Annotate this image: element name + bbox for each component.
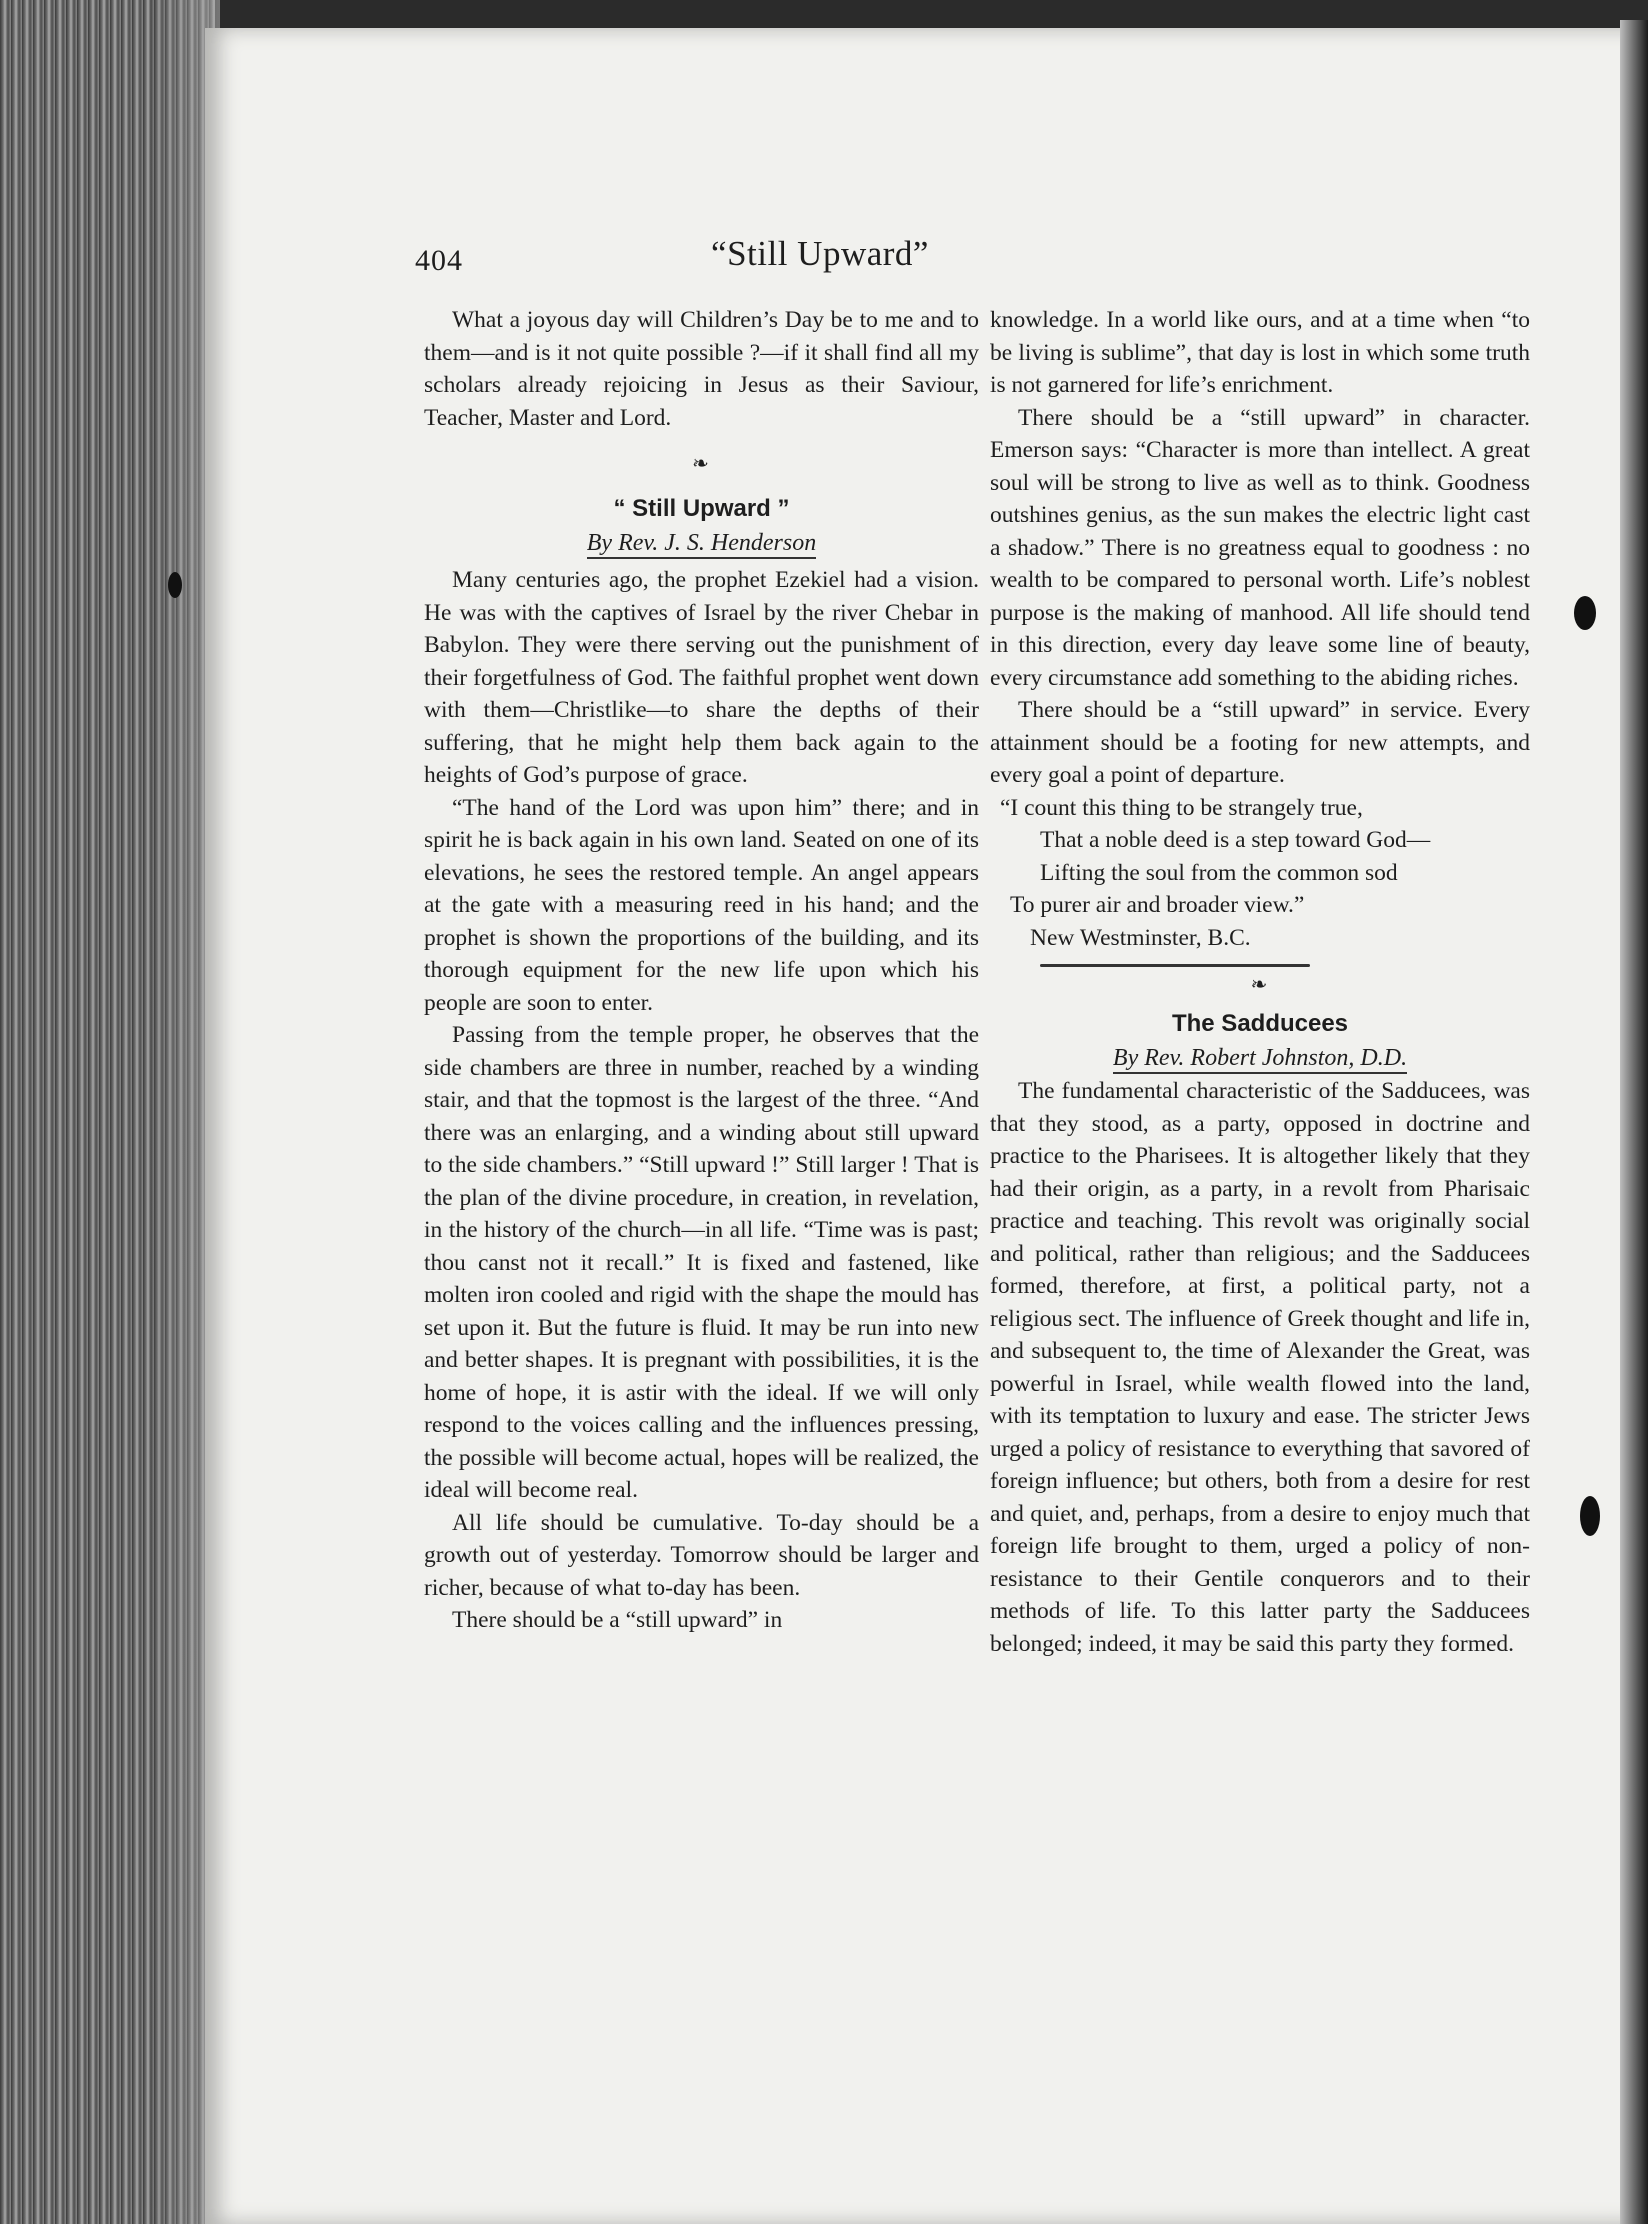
byline-text: By Rev. J. S. Henderson [587,530,816,559]
byline-text: By Rev. Robert Johnston, D.D. [1113,1045,1407,1074]
ornament-icon: ❧ [1250,974,1270,996]
poem-line: That a noble deed is a step toward God— [1040,827,1431,853]
article-title: The Sadducees [1171,1010,1349,1037]
body-paragraph: There should be a “still upward” in [452,1607,783,1633]
page-number: 404 [415,244,463,277]
body-paragraph: Passing from the temple proper, he observes that the side chambers are three in number, reached by a winding stair, and that the topmost is the largest of the three. “And there was an enlarging, and a winding about still upward to the side chambers.” “Still upward !” Still larger ! That is the plan of the divine procedure, in creation, in revelation, in the history of the church—in all life. “Time was is past; thou canst not it recall.” It is fixed and fastened, like molten iron cooled and rigid with the shape the mould has set upon it. But the future is fluid. It may be run into new and better shapes. It is pregnant with possibilities, it is the home of hope, it is astir with the ideal. If we will only respond to the voices calling and the influences pressing, the possible will become actual, hopes will be realized, the ideal will become real. [424,1022,979,1503]
body-paragraph: There should be a “still upward” in character. Emerson says: “Character is more than intellect. A great soul will be strong to live as well as to think. Goodness outshines genius, as the sun makes the electric light cast a shadow.” There is no greatness equal to goodness : no wealth to be compared to personal worth. Life’s noblest purpose is the making of manhood. All life should tend in this direction, every day leave some line of beauty, every circumstance add something to the abiding riches. [990,404,1530,691]
ink-blot-mark [168,572,182,598]
body-paragraph: The fundamental characteristic of the Sadducees, was that they stood, as a party, opposed in doctrine and practice to the Pharisees. It is altogether likely that they had their origin, as a party, in a revolt from Pharisaic practice and teaching. This revolt was originally social and political, rather than religious; and the Sadducees formed, therefore, at first, a political party, not a religious sect. The influence of Greek thought and life in, and subsequent to, the time of Alexander the Great, was powerful in Israel, while wealth flowed into the land, with its temptation to luxury and ease. The stricter Jews urged a policy of resistance to everything that savored of foreign influence; but others, both from a desire for rest and quiet, and, perhaps, from a desire to enjoy much that foreign life brought to them, urged a policy of non-resistance to their Gentile conquerors and to their methods of life. To this latter party the Sadducees belonged; indeed, it may be said this party they formed. [990,1078,1530,1657]
continued-paragraph: knowledge. In a world like ours, and at a time when “to be living is sublime”, that day is lost in which some truth is not garnered for life’s enrichment. [990,307,1530,398]
body-paragraph: All life should be cumulative. To-day should be a growth out of yesterday. Tomorrow should be larger and richer, because of what to-day has been. [424,1509,979,1601]
intro-paragraph: What a joyous day will Children’s Day be to me and to them—and is it not quite possible ?—if it shall find all my scholars already rejoicing in Jesus as their Saviour, Teacher, Master and Lord. [424,307,979,431]
body-paragraph: Many centuries ago, the prophet Ezekiel had a vision. He was with the captives of Israel by the river Chebar in Babylon. They were there serving out the punishment of their forgetfulness of God. The faithful prophet went down with them—Christlike—to share the depths of their suffering, that he might help them back again to the heights of God’s purpose of grace. [424,567,979,788]
poem-line: Lifting the soul from the common sod [1040,859,1398,886]
page-right-edge [1620,20,1648,2224]
ornament-icon: ❧ [692,453,711,475]
poem-line: To purer air and broader view.” [1010,892,1305,918]
ink-blot-mark [1574,596,1596,630]
article-title: “ Still Upward ” [613,495,790,522]
section-divider [1040,964,1310,967]
left-column [424,304,979,1637]
article-byline [990,1041,1530,1075]
poem-quote [990,792,1530,922]
article-byline [424,526,979,560]
right-column [990,304,1530,1660]
poem-line: “I count this thing to be strangely true, [1000,794,1363,821]
body-paragraph: “The hand of the Lord was upon him” there; and in spirit he is back again in his own land. Seated on one of its elevations, he sees the restored temple. An angel appears at the gate with a measuring reed in his hand; and the prophet is shown the proportions of the building, and its thorough equipment for the new life upon which his people are soon to enter. [424,794,979,1016]
page-header [415,234,1225,284]
running-head: “Still Upward” [711,234,929,273]
ink-blot-mark [1580,1496,1600,1536]
place-signature: New Westminster, B.C. [1030,924,1251,951]
body-paragraph: There should be a “still upward” in service. Every attainment should be a footing for new attempts, and every goal a point of departure. [990,697,1530,788]
